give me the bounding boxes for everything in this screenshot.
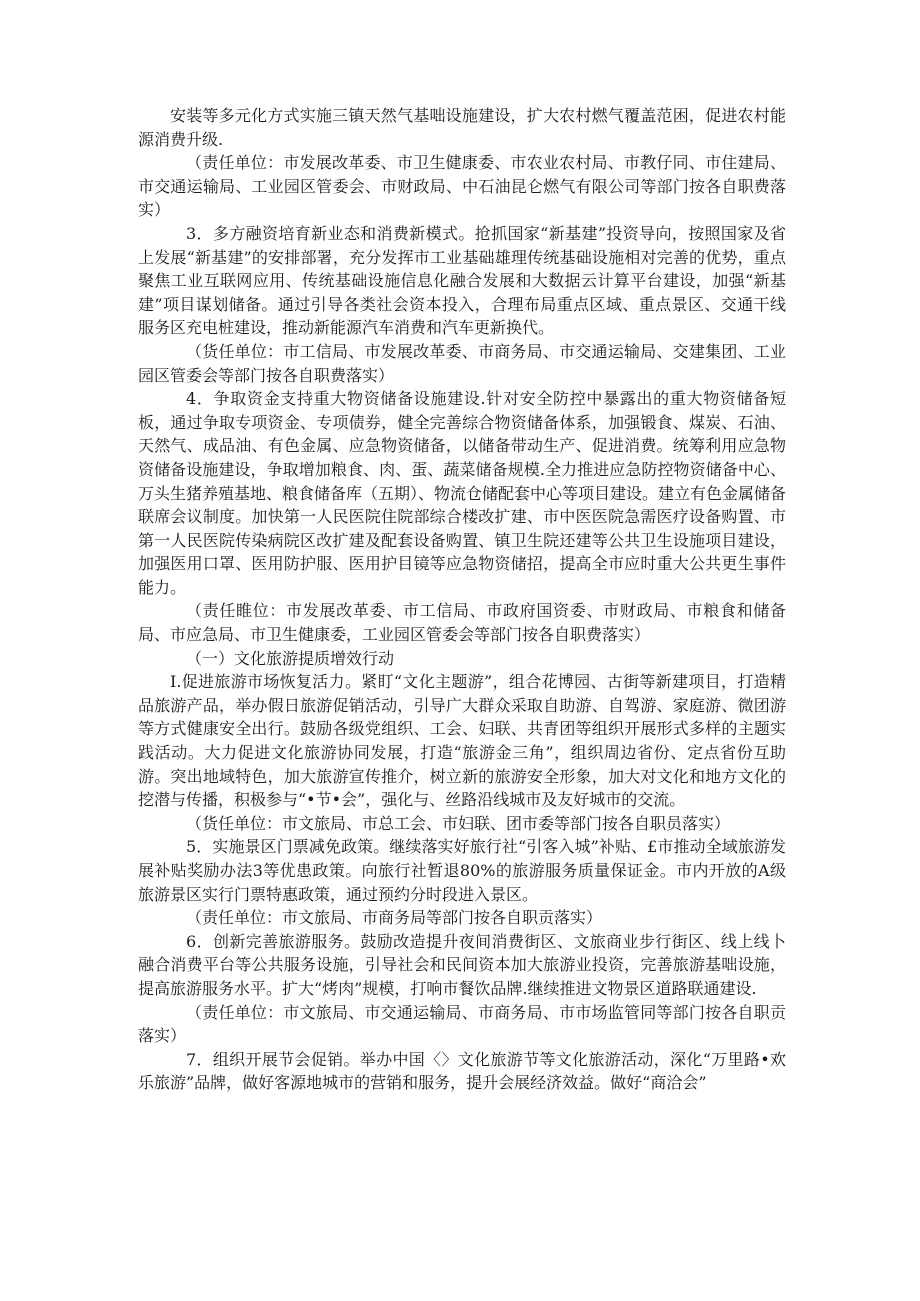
responsibility-note-item-6: （责任单位：市文旅局、市交通运输局、市商务局、市市场监管同等部门按各自职贡落实） — [138, 1002, 786, 1046]
responsibility-note-item-3: （货任单位：市工信局、市发展改革委、市商务局、市交通运输局、交建集团、工业园区管委会等部门按各自职费落实） — [138, 341, 786, 385]
paragraph-gas-infrastructure: 安装等多元化方式实施三镇天然气基咄设施建设，扩大农村燃气覆盖范困，促进农村能源消费升级. — [138, 106, 786, 149]
document-page — [138, 104, 786, 1095]
responsibility-note-tourism-1: （货任单位：市文旅局、市总工会、市妇联、团市委等部门按各自职员落实） — [186, 813, 731, 833]
section-heading-culture-tourism: （一）文化旅游提质增效行动 — [186, 648, 395, 668]
responsibility-note-item-4: （责任睢位：市发展改革委、市工信局、市政府国资委、市财政局、市粮食和储备局、市应急局、市卫生健康委，工业园区管委会等部门按各自职费落实） — [138, 601, 786, 645]
paragraph-item-7-festival-promotion: 7．组织开展节会促销。举办中国〈〉文化旅游节等文化旅游活动，深化“万里路•欢乐旅游”品牌，做好客源地城市的营销和服务，提升会展经济效益。做好“商洽会” — [138, 1049, 786, 1093]
responsibility-note-item-5: （责任单位：市文旅局、市商务局等部门按各自职贡落实） — [186, 908, 603, 928]
paragraph-item-5-ticket-discount: 5．实施景区门票减免政策。继续落实好旅行社“引客入城”补贴、£市推动全域旅游发展补贴奖励办法3等优患政策。向旅行社暂退80%的旅游服务质量保证金。市内开放的A级旅游景区实行门票特惠政策，通过预约分时段进入景区。 — [138, 837, 786, 904]
paragraph-item-3-new-infrastructure: 3．多方融资培育新业态和消费新模式。抢抓国家“新基建”投资导向，按照国家及省上发展“新基建”的安排部署，充分发挥市工业基础雄理传统基础设施相对完善的优势，重点聚焦工业互联网应用、传统基础设施信息化融合发展和大数据云计算平台建设，加强“新基建”项目谋划储备。通过引导各类社会资本投入，合理布局重点区域、重点景区、交通干线服务区充电桩建设，推动新能源汽车消费和汽车更新换代。 — [138, 223, 786, 338]
paragraph-item-4-material-reserves: 4．争取资金支持重大物资储备设施建设.针对安全防控中暴露出的重大物资储备短板，通过争取专项资金、专项债券，健全完善综合物资储备体系，加强锻食、煤炭、石油、天然气、成品油、有色金属、应急物资储备，以储备带动生产、促进消费。统筹利用应急物资储备设施建设，争取增加粮食、肉、蛋、蔬菜储备规模.全力推进应急防控物资储备中心、万头生猪养殖基地、粮食储备库（五期）、物流仓储配套中心等项目建设。建立有色金属储备联席会议制度。加快第一人民医院住院部综合楼改扩建、市中医医院急需医疗设备购置、市第一人民医院传染病院区改扩建及配套设备购置、镇卫生院还建等公共卫生设施项目建设，加强医用口罩、医用防护服、医用护目镜等应急物资储招，提高全市应时重大公共更生事件能力。 — [138, 389, 787, 597]
responsibility-note-gas: （责任单位：市发展改革委、市卫生健康委、市农业农村局、市教仔同、市住建局、市交通运输局、工业园区管委会、市财政局、中石油昆仑燃气有限公司等部门按各自职费落实） — [138, 153, 786, 220]
paragraph-item-1-tourism-recovery: I.促进旅游市场恢复活力。紧盯“文化主题游”，组合花博园、古街等新建项目，打造精品旅游产品，举办假日旅游促销活动，引导广大群众采取自助游、自驾游、家庭游、微团游等方式健康安全出行。鼓励各级党组织、工会、妇联、共青团等组织开展形式多样的主题实践活动。大力促进文化旅游协同发展，打造“旅游金三角”，组织周边省份、定点省份互助游。突出地域特色，加大旅游宣传推介，树立新的旅游安全形象，加大对文化和地方文化的挖潜与传播，积极参与“•节•会”，强化与、丝路沿线城市及友好城市的交流。 — [138, 672, 786, 810]
paragraph-item-6-tourism-services: 6．创新完善旅游服务。鼓励改造提升夜间消费街区、文旅商业步行街区、线上线卜融合消费平台等公共服务设施，引导社会和民间资本加大旅游业投资，完善旅游基咄设施，提高旅游服务水平。扩大“烤肉”规模，打响市餐饮品牌.继续推进文物景区道路联通建设. — [138, 931, 786, 998]
